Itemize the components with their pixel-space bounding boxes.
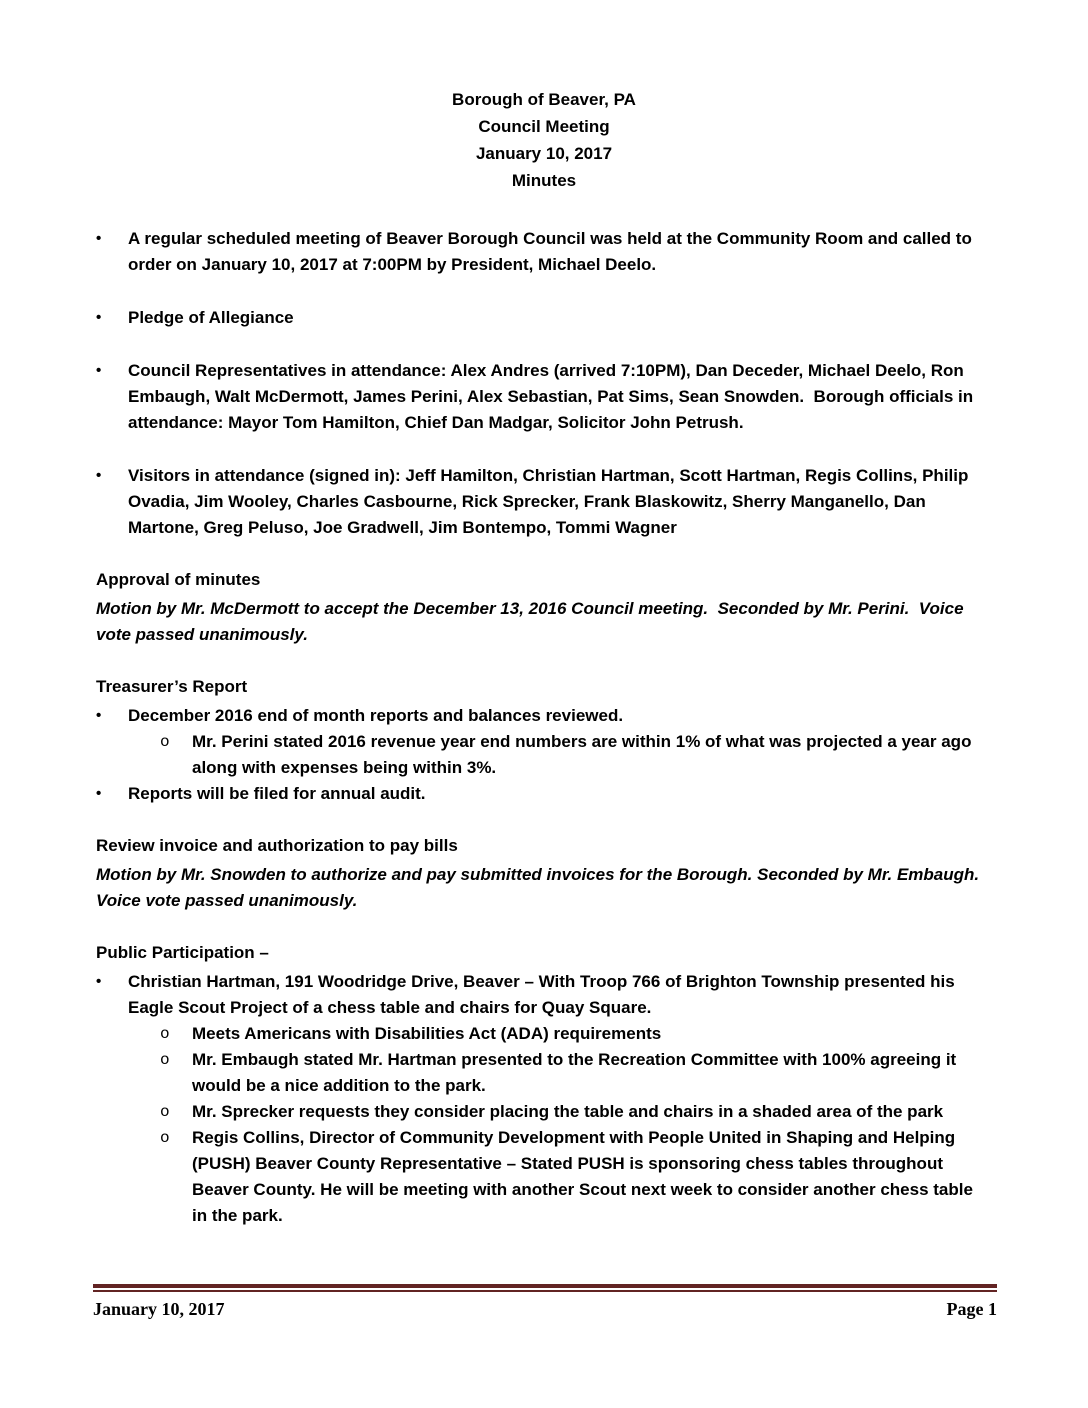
footer-rule-thin <box>93 1290 997 1292</box>
list-item <box>96 781 992 807</box>
sub-list-item <box>160 729 992 781</box>
list-item <box>96 226 992 278</box>
page-footer <box>93 1284 997 1321</box>
list-item <box>96 969 992 1021</box>
sub-list-item <box>160 1047 992 1099</box>
circle-bullet-icon: o <box>160 1103 170 1121</box>
title-line-date: January 10, 2017 <box>475 144 613 163</box>
bullet-icon: • <box>96 362 102 379</box>
footer-page-number: Page 1 <box>946 1299 997 1319</box>
list-item-text: Visitors in attendance (signed in): Jeff Hamilton, Christian Hartman, Scott Hartman, Regis Collins, Philip Ovadia, Jim Wooley, Charles Casbourne, Rick Sprecker, Frank Blaskowitz, Sherry Manganello, Dan Martone, Greg Peluso, Joe Gradwell, Jim Bontempo, Tommi Wagner <box>128 466 974 537</box>
list-item-text: Council Representatives in attendance: Alex Andres (arrived 7:10PM), Dan Deceder, Michael Deelo, Ron Embaugh, Walt McDermott, James Perini, Alex Sebastian, Pat Sims, Sean Snowden. Borough officials in attendance: Mayor Tom Hamilton, Chief Dan Madgar, Solicitor John Petrush. <box>128 361 978 432</box>
list-item-text: Pledge of Allegiance <box>128 308 294 327</box>
bullet-icon: • <box>96 973 102 990</box>
list-item <box>96 358 992 436</box>
list-item <box>96 463 992 541</box>
list-item-text: A regular scheduled meeting of Beaver Borough Council was held at the Community Room and called to order on January 10, 2017 at 7:00PM by President, Michael Deelo. <box>128 229 977 274</box>
footer-rule-thick <box>93 1284 997 1288</box>
footer-text-row <box>93 1297 997 1321</box>
section-treasurers-report <box>96 674 992 807</box>
document-title <box>96 86 992 194</box>
section-heading: Approval of minutes <box>96 570 261 589</box>
title-line-minutes: Minutes <box>511 171 577 190</box>
sub-list-item-text: Mr. Sprecker requests they consider placing the table and chairs in a shaded area of the park <box>192 1102 944 1121</box>
section-public-participation <box>96 940 992 1229</box>
bullet-icon: • <box>96 230 102 247</box>
sub-list-item-text: Mr. Perini stated 2016 revenue year end numbers are within 1% of what was projected a year ago along with expenses being within 3%. <box>192 732 977 777</box>
section-heading: Treasurer’s Report <box>96 677 248 696</box>
section-heading: Review invoice and authorization to pay bills <box>96 836 458 855</box>
title-line-org: Borough of Beaver, PA <box>452 90 636 109</box>
list-item <box>96 703 992 729</box>
list-item-text: Reports will be filed for annual audit. <box>128 784 426 803</box>
list-item-text: Christian Hartman, 191 Woodridge Drive, Beaver – With Troop 766 of Brighton Township presented his Eagle Scout Project of a chess table and chairs for Quay Square. <box>128 972 960 1017</box>
motion-text: Motion by Mr. McDermott to accept the December 13, 2016 Council meeting. Seconded by Mr. Perini. Voice vote passed unanimously. <box>96 599 969 644</box>
sub-list-item <box>160 1125 992 1229</box>
sub-list-item-text: Regis Collins, Director of Community Development with People United in Shaping and Helping (PUSH) Beaver County Representative – Stated PUSH is sponsoring chess tables throughout Beaver County. He will be meeting with another Scout next week to consider another chess table in the park. <box>192 1128 978 1225</box>
footer-date: January 10, 2017 <box>93 1299 225 1319</box>
circle-bullet-icon: o <box>160 733 170 751</box>
sub-list-item <box>160 1021 992 1047</box>
sub-list-item-text: Meets Americans with Disabilities Act (ADA) requirements <box>192 1024 662 1043</box>
section-review-invoices <box>96 833 992 914</box>
circle-bullet-icon: o <box>160 1129 170 1147</box>
sub-list-item <box>160 1099 992 1125</box>
bullet-icon: • <box>96 707 102 724</box>
footer-rule <box>93 1284 997 1292</box>
title-line-meeting: Council Meeting <box>478 117 610 136</box>
sub-list-item-text: Mr. Embaugh stated Mr. Hartman presented to the Recreation Committee with 100% agreeing it would be a nice addition to the park. <box>192 1050 961 1095</box>
bullet-icon: • <box>96 785 102 802</box>
section-heading: Public Participation – <box>96 943 269 962</box>
intro-section <box>96 226 992 541</box>
motion-text: Motion by Mr. Snowden to authorize and pay submitted invoices for the Borough. Seconded by Mr. Embaugh. Voice vote passed unanimously. <box>96 865 984 910</box>
list-item-text: December 2016 end of month reports and balances reviewed. <box>128 706 624 725</box>
circle-bullet-icon: o <box>160 1025 170 1043</box>
bullet-icon: • <box>96 309 102 326</box>
list-item <box>96 305 992 331</box>
circle-bullet-icon: o <box>160 1051 170 1069</box>
section-approval-of-minutes <box>96 567 992 648</box>
bullet-icon: • <box>96 467 102 484</box>
